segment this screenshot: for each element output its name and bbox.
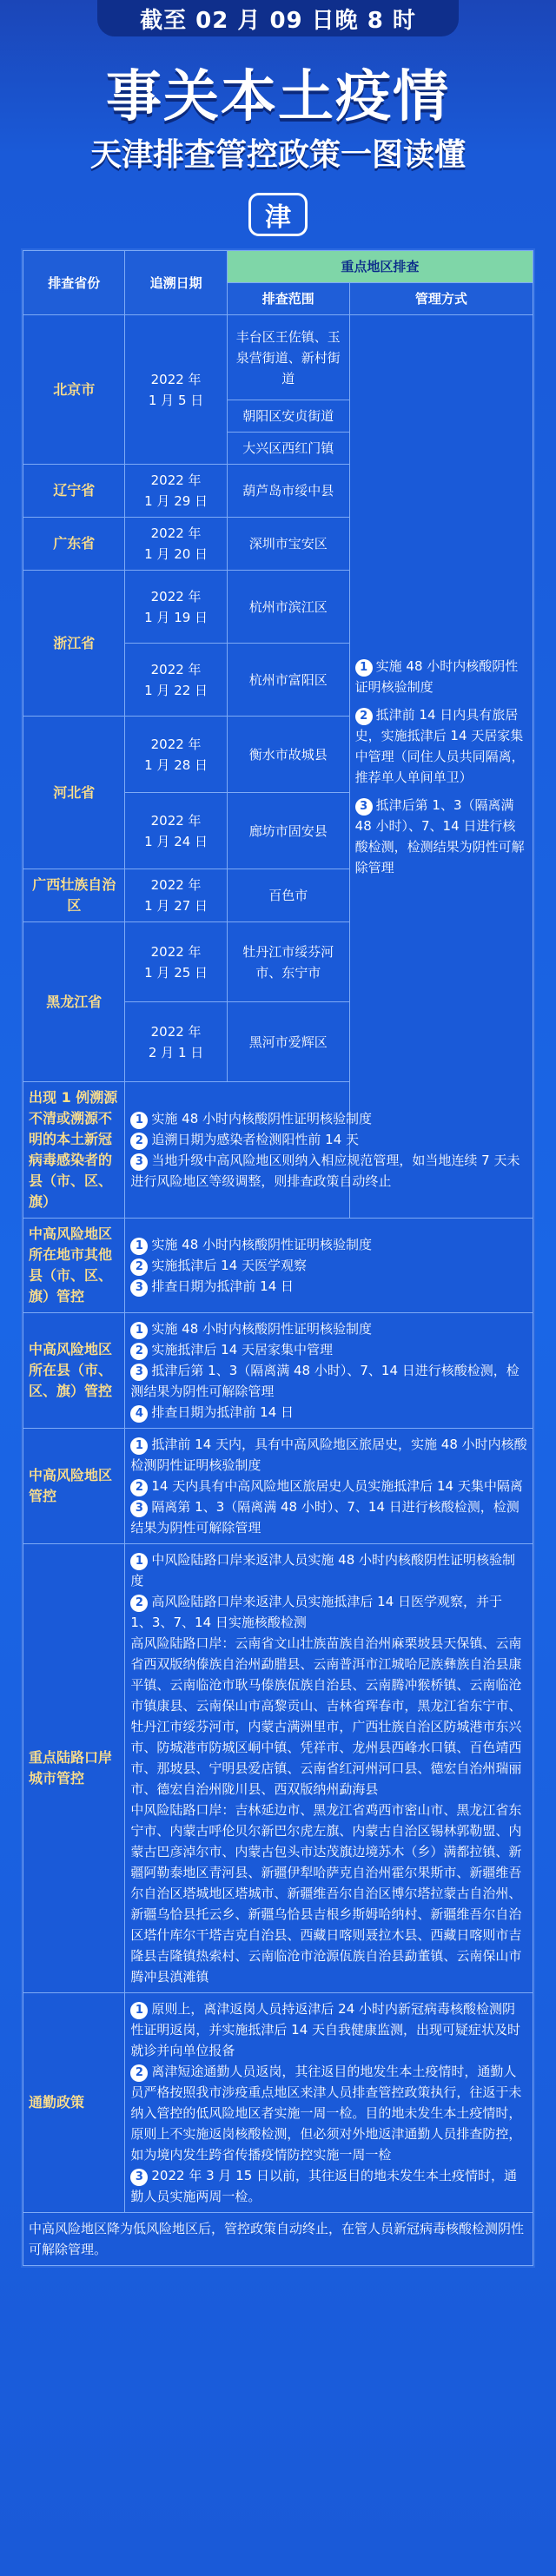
section-label-1: 出现 1 例溯源不清或溯源不明的本土新冠病毒感染者的县（市、区、旗）	[23, 1082, 125, 1219]
section-body-1	[125, 1082, 533, 1219]
section-label-3: 中高风险地区所在县（市、区、旗）管控	[23, 1313, 125, 1429]
sub-title: 天津排查管控政策一图读懂	[89, 137, 466, 173]
date-zhejiang-1: 2022 年 1 月 19 日	[125, 571, 227, 644]
date-guangdong: 2022 年 1 月 20 日	[125, 518, 227, 571]
header-scope: 排查范围	[227, 283, 349, 315]
scope-heilongjiang-1: 牡丹江市绥芬河市、东宁市	[227, 922, 349, 1002]
mgmt-item-1: 1 实施 48 小时内核酸阴性证明核验制度	[354, 657, 519, 695]
section-label-5: 重点陆路口岸城市管控	[23, 1544, 125, 1993]
section-2-item-2: 2 实施抵津后 14 天医学观察	[130, 1255, 527, 1276]
province-hebei: 河北省	[23, 717, 125, 869]
section-label-6: 通勤政策	[23, 1993, 125, 2213]
section-6-item-1: 1 原则上，离津返岗人员持返津后 24 小时内新冠病毒核酸检测阴性证明返岗，并实施抵津后 14 天自我健康监测，出现可疑症状及时就诊并向单位报备	[130, 2001, 521, 2058]
date-guangxi: 2022 年 1 月 27 日	[125, 869, 227, 922]
logo-char: 津	[265, 202, 291, 233]
main-title: 事关本土疫情	[106, 65, 450, 129]
date-liaoning: 2022 年 1 月 29 日	[125, 465, 227, 518]
section-body-4	[125, 1429, 533, 1544]
date-zhejiang-2: 2022 年 1 月 22 日	[125, 644, 227, 717]
province-zhejiang: 浙江省	[23, 571, 125, 717]
scope-beijing-3: 大兴区西红门镇	[227, 433, 349, 465]
banner-text: 截至 02 月 09 日晚 8 时	[140, 7, 416, 34]
section-body-2	[125, 1219, 533, 1313]
section-1-item-3: 3 当地升级中高风险地区则纳入相应规范管理，如当地连续 7 天未进行风险地区等级调整，则排查政策自动终止	[130, 1153, 520, 1189]
section-2-item-1: 1 实施 48 小时内核酸阴性证明核验制度	[130, 1234, 527, 1255]
scope-guangdong: 深圳市宝安区	[227, 518, 349, 571]
footer-note: 中高风险地区降为低风险地区后，管控政策自动终止，在管人员新冠病毒核酸检测阴性可解除管理。	[23, 2213, 533, 2266]
policy-table	[21, 248, 535, 2268]
section-6-item-3: 3 2022 年 3 月 15 日以前，其往返目的地未发生本土疫情时，通勤人员实施两周一检。	[130, 2168, 518, 2204]
section-6-item-2: 2 离津短途通勤人员返岗，其往返目的地发生本土疫情时，通勤人员严格按照我市涉疫重点地区来津人员排查管控政策执行，往返于未纳入管控的低风险地区者实施一周一检。目的地未发生本土疫情时，原则上不实施返岗核酸检测，但必须对外地返津通勤人员排查防控，如为境内发生跨省传播疫情防控实施一周一检	[130, 2064, 522, 2163]
province-guangxi: 广西壮族自治区	[23, 869, 125, 922]
mgmt-item-3: 3 抵津后第 1、3（隔离满 48 小时）、7、14 日进行核酸检测，检测结果为阴性可解除管理	[354, 796, 525, 875]
section-3-item-2: 2 实施抵津后 14 天居家集中管理	[130, 1339, 527, 1360]
header-mgmt: 管理方式	[349, 283, 533, 315]
section-5-item-1: 1 中风险陆路口岸来返津人员实施 48 小时内核酸阴性证明核验制度	[130, 1552, 516, 1589]
date-heilongjiang-1: 2022 年 1 月 25 日	[125, 922, 227, 1002]
date-hebei-1: 2022 年 1 月 28 日	[125, 717, 227, 793]
scope-guangxi: 百色市	[227, 869, 349, 922]
section-3-item-3: 3 抵津后第 1、3（隔离满 48 小时）、7、14 日进行核酸检测，检测结果为阴性可解除管理	[130, 1363, 520, 1399]
section-5-item-2: 2 高风险陆路口岸来返津人员实施抵津后 14 日医学观察，并于 1、3、7、14 日实施核酸检测	[130, 1594, 503, 1630]
mgmt-item-2: 2 抵津前 14 日内具有旅居史，实施抵津后 14 天居家集中管理（同住人员共同隔离，推荐单人单间单卫）	[354, 706, 525, 785]
section-body-6	[125, 1993, 533, 2213]
section-1-item-2: 2 追溯日期为感染者检测阳性前 14 天	[130, 1129, 527, 1150]
section-label-4: 中高风险地区管控	[23, 1429, 125, 1544]
date-hebei-2: 2022 年 1 月 24 日	[125, 793, 227, 869]
section-4-item-2: 2 14 天内具有中高风险地区旅居史人员实施抵津后 14 天集中隔离	[130, 1476, 527, 1496]
section-5-extra-2: 中风险陆路口岸：吉林延边市、黑龙江省鸡西市密山市、黑龙江省东宁市、内蒙古呼伦贝尔新巴尔虎左旗、内蒙古自治区锡林郭勒盟、内蒙古巴彦淖尔市、内蒙古包头市达茂旗边境苏木（乡）满都拉镇、新疆阿勒泰地区青河县、新疆伊犁哈萨克自治州霍尔果斯市、新疆维吾尔自治区塔城地区塔城市、新疆维吾尔自治区博尔塔拉蒙古自治州、新疆乌恰县托云乡、新疆乌恰县吉根乡斯姆哈纳村、新疆维吾尔自治区塔什库尔干塔吉克自治县、西藏日喀则聂拉木县、西藏日喀则市吉隆县吉隆镇热索村、云南临沧市沧源佤族自治县勐董镇、云南保山市腾冲县滇滩镇	[130, 1802, 522, 1985]
date-heilongjiang-2: 2022 年 2 月 1 日	[125, 1002, 227, 1082]
section-1-item-1: 1 实施 48 小时内核酸阴性证明核验制度	[130, 1108, 527, 1129]
scope-zhejiang-1: 杭州市滨江区	[227, 571, 349, 644]
date-beijing: 2022 年 1 月 5 日	[125, 315, 227, 465]
scope-hebei-2: 廊坊市固安县	[227, 793, 349, 869]
tianjin-logo-icon	[248, 193, 308, 236]
section-body-3	[125, 1313, 533, 1429]
section-5-extra-1: 高风险陆路口岸：云南省文山壮族苗族自治州麻栗坡县天保镇、云南省西双版纳傣族自治州勐腊县、云南普洱市江城哈尼族彝族自治县康平镇、云南临沧市耿马傣族佤族自治县、云南腾冲猴桥镇、云南临沧市镇康县、云南保山市高黎贡山、吉林省珲春市，黑龙江省东宁市、牡丹江市绥芬河市，内蒙古满洲里市，广西壮族自治区防城港市东兴市、防城港市防城区峒中镇、凭祥市、龙州县西峰水口镇、百色靖西市、那坡县、宁明县爱店镇、云南省红河州河口县、德宏自治州瑞丽市、德宏自治州陇川县、西双版纳州勐海县	[130, 1635, 522, 1797]
province-heilongjiang: 黑龙江省	[23, 922, 125, 1082]
header-province: 排查省份	[23, 251, 125, 315]
scope-zhejiang-2: 杭州市富阳区	[227, 644, 349, 717]
scope-hebei-1: 衡水市故城县	[227, 717, 349, 793]
section-4-item-3: 3 隔离第 1、3（隔离满 48 小时）、7、14 日进行核酸检测，检测结果为阴性可解除管理	[130, 1499, 520, 1536]
scope-beijing-1: 丰台区王佐镇、玉泉营街道、新村街道	[227, 315, 349, 400]
scope-heilongjiang-2: 黑河市爱辉区	[227, 1002, 349, 1082]
scope-liaoning: 葫芦岛市绥中县	[227, 465, 349, 518]
section-label-2: 中高风险地区所在地市其他县（市、区、旗）管控	[23, 1219, 125, 1313]
section-4-item-1: 1 抵津前 14 天内，具有中高风险地区旅居史，实施 48 小时内核酸检测阴性证明核验制度	[130, 1437, 527, 1473]
section-3-item-1: 1 实施 48 小时内核酸阴性证明核验制度	[130, 1318, 527, 1339]
section-body-5	[125, 1544, 533, 1993]
province-liaoning: 辽宁省	[23, 465, 125, 518]
province-guangdong: 广东省	[23, 518, 125, 571]
header-date: 追溯日期	[125, 251, 227, 315]
section-3-item-4: 4 排查日期为抵津前 14 日	[130, 1402, 527, 1423]
scope-beijing-2: 朝阳区安贞街道	[227, 400, 349, 433]
date-banner	[97, 0, 459, 36]
header-group: 重点地区排查	[227, 251, 533, 283]
section-2-item-3: 3 排查日期为抵津前 14 日	[130, 1276, 527, 1297]
province-beijing: 北京市	[23, 315, 125, 465]
